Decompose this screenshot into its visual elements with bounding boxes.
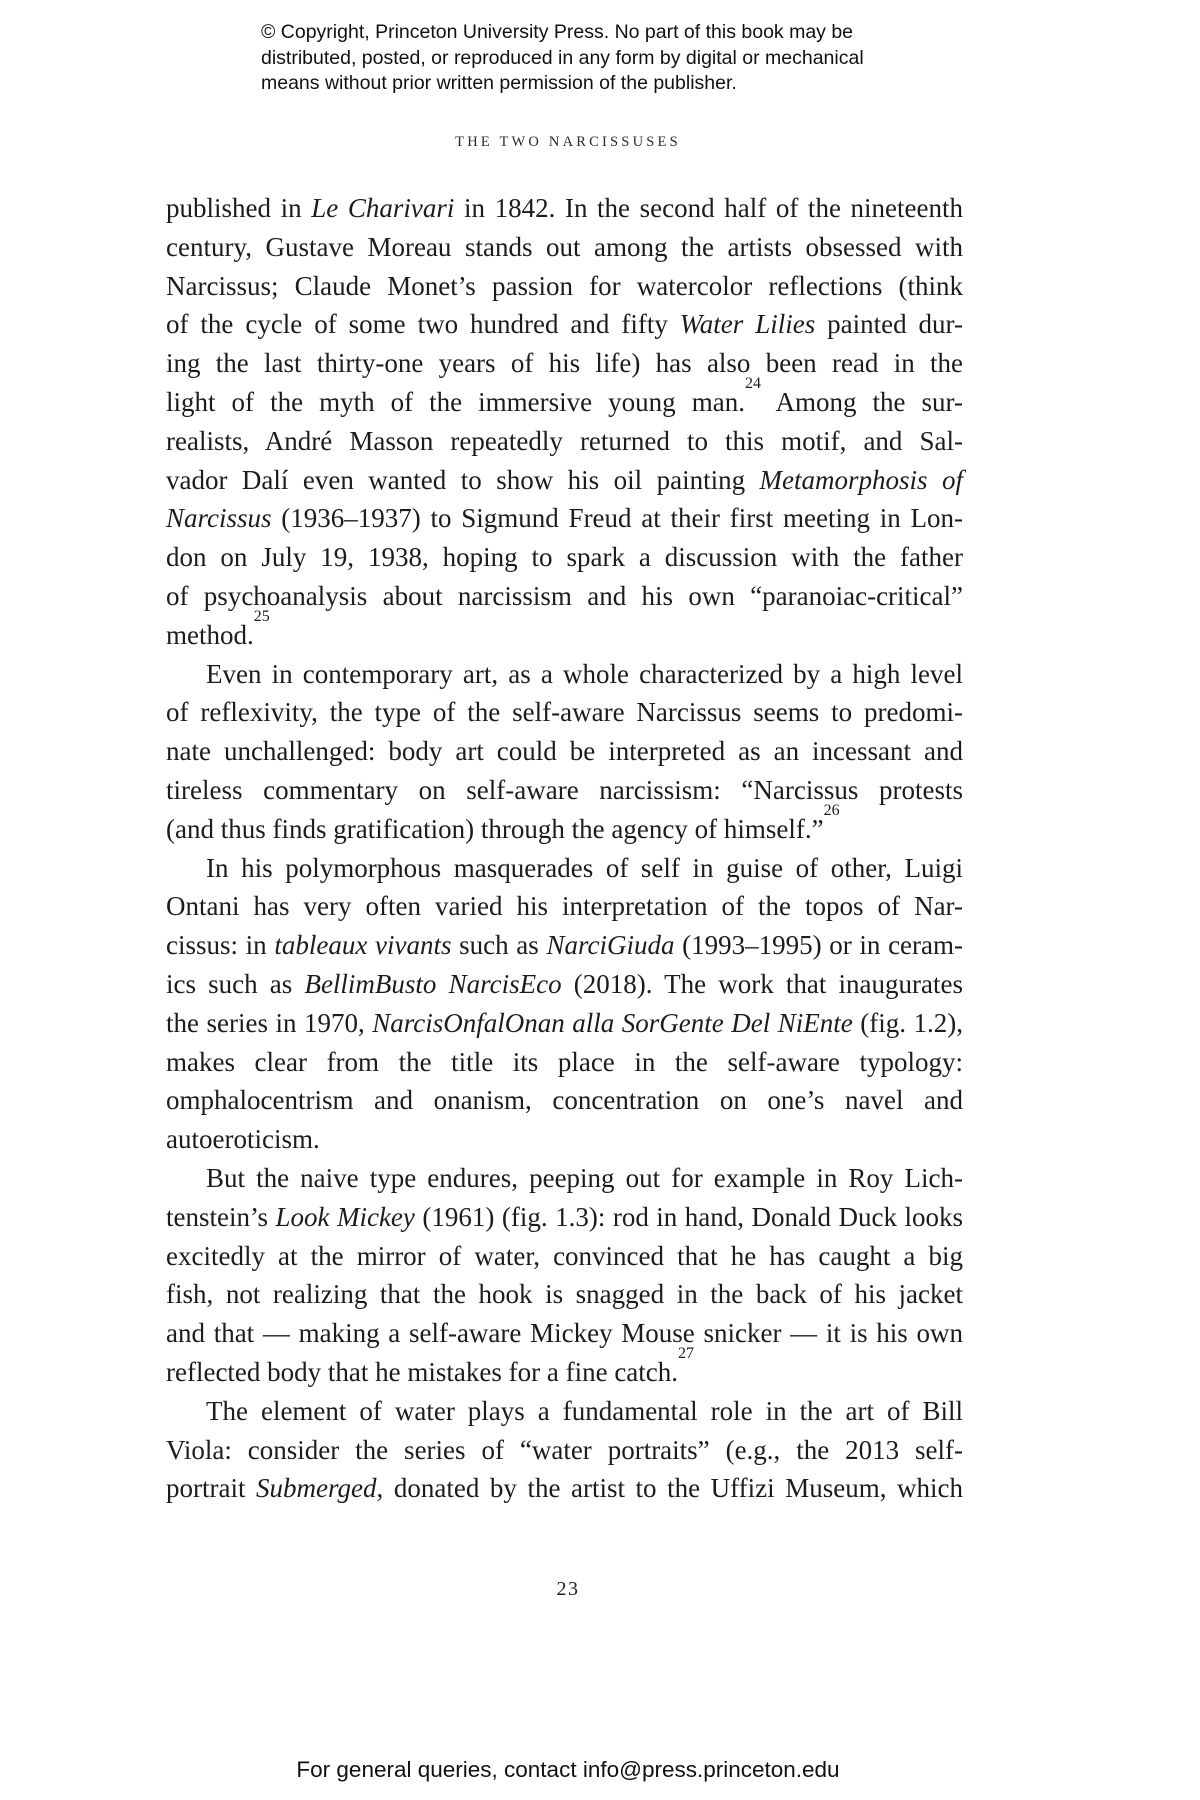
text-line bbox=[166, 1469, 963, 1508]
text-segment: (1936–1937) to Sigmund Freud at their first meeting in Lon- bbox=[271, 503, 963, 534]
italic-title: tableaux vivants bbox=[274, 930, 452, 961]
text-line bbox=[166, 305, 963, 344]
text-segment: excitedly at the mirror of water, convinced that he has caught a big bbox=[166, 1240, 963, 1271]
italic-title: Submerged bbox=[256, 1473, 377, 1504]
text-line bbox=[166, 344, 963, 383]
text-line bbox=[166, 1431, 963, 1470]
text-segment: In his polymorphous masquerades of self in guise of other, Luigi bbox=[206, 852, 963, 883]
italic-title: Le Charivari bbox=[311, 193, 455, 223]
text-segment: cissus: in bbox=[166, 930, 275, 961]
text-line bbox=[166, 965, 963, 1004]
text-segment: But the naive type endures, peeping out for example in Roy Lich- bbox=[206, 1162, 963, 1193]
italic-title: Water Lilies bbox=[679, 309, 816, 340]
text-line bbox=[166, 1120, 963, 1159]
italic-title: Look Mickey bbox=[275, 1201, 415, 1232]
page-number: 23 bbox=[556, 1578, 580, 1600]
text-segment: painted dur- bbox=[815, 309, 963, 340]
text-segment: makes clear from the title its place in the self-aware typology: bbox=[166, 1046, 963, 1077]
text-line bbox=[166, 1159, 963, 1198]
text-line bbox=[166, 1314, 963, 1353]
text-line bbox=[166, 887, 963, 926]
text-line bbox=[166, 655, 963, 694]
text-line bbox=[166, 1081, 963, 1120]
italic-title: Narcissus bbox=[166, 503, 272, 534]
text-segment: Even in contemporary art, as a whole characterized by a high level bbox=[206, 658, 963, 689]
text-segment: Narcissus; Claude Monet’s passion for watercolor reflections (think bbox=[166, 270, 963, 301]
text-segment: don on July 19, 1938, hoping to spark a discussion with the father bbox=[166, 542, 963, 573]
text-segment: fish, not realizing that the hook is snagged in the back of his jacket bbox=[166, 1279, 963, 1310]
text-segment: The element of water plays a fundamental role in the art of Bill bbox=[206, 1395, 963, 1426]
text-line bbox=[166, 771, 963, 810]
text-segment: (2018). The work that inaugurates bbox=[561, 968, 964, 999]
text-segment: published in bbox=[166, 193, 312, 223]
text-segment: of the cycle of some two hundred and fifty bbox=[166, 309, 680, 340]
text-segment: in 1842. In the second half of the nineteenth bbox=[454, 193, 963, 223]
text-line bbox=[166, 849, 963, 888]
body-text bbox=[166, 189, 963, 1508]
text-segment: (fig. 1.2), bbox=[852, 1007, 963, 1038]
text-segment: reflected body that he mistakes for a fine catch. bbox=[166, 1356, 679, 1387]
text-segment: tenstein’s bbox=[166, 1201, 276, 1232]
text-segment: Viola: consider the series of “water portraits” (e.g., the 2013 self- bbox=[166, 1434, 963, 1465]
text-line bbox=[166, 267, 963, 306]
text-segment: and that — making a self-aware Mickey Mouse snicker — it is his own bbox=[166, 1318, 963, 1349]
text-segment: century, Gustave Moreau stands out among the artists obsessed with bbox=[166, 231, 963, 262]
copyright-notice bbox=[261, 20, 981, 97]
text-line bbox=[166, 422, 963, 461]
text-segment: tireless commentary on self-aware narcissism: “Narcissus protests bbox=[166, 774, 963, 805]
footnote-reference: 24 bbox=[744, 374, 761, 392]
italic-title: Metamorphosis of bbox=[759, 464, 964, 495]
text-segment: vador Dalí even wanted to show his oil painting bbox=[166, 464, 760, 495]
text-segment: portrait bbox=[166, 1473, 257, 1504]
text-segment: the series in 1970, bbox=[166, 1007, 373, 1038]
footnote-reference: 26 bbox=[823, 801, 840, 819]
text-line bbox=[166, 499, 963, 538]
text-line bbox=[166, 926, 963, 965]
text-line bbox=[166, 577, 963, 616]
running-head: THE TWO NARCISSUSES bbox=[455, 134, 681, 150]
italic-title: NarciGiuda bbox=[546, 930, 675, 961]
italic-title: BellimBusto NarcisEco bbox=[304, 968, 562, 999]
text-segment: of psychoanalysis about narcissism and his own “paranoiac-critical” bbox=[166, 580, 963, 611]
text-segment: autoeroticism. bbox=[166, 1124, 320, 1155]
text-line bbox=[166, 538, 963, 577]
footnote-reference: 25 bbox=[253, 607, 270, 625]
text-segment: ics such as bbox=[166, 968, 305, 999]
text-segment: ing the last thirty-one years of his life) has also been read in the bbox=[166, 348, 963, 379]
text-line bbox=[166, 374, 964, 422]
text-line bbox=[166, 801, 963, 849]
text-segment: method. bbox=[166, 619, 254, 650]
text-line bbox=[166, 1237, 963, 1276]
copyright-line: © Copyright, Princeton University Press. No part of this book may be bbox=[261, 21, 854, 43]
text-line bbox=[166, 228, 963, 267]
text-segment: light of the myth of the immersive young man. bbox=[166, 386, 745, 417]
text-segment: , donated by the artist to the Uffizi Museum, which bbox=[376, 1473, 963, 1504]
text-line bbox=[166, 1198, 963, 1237]
text-line bbox=[166, 1344, 963, 1392]
text-segment: realists, André Masson repeatedly returned to this motif, and Sal- bbox=[166, 425, 963, 456]
italic-title: NarcisOnfalOnan alla SorGente Del NiEnte bbox=[372, 1007, 853, 1038]
text-line bbox=[166, 189, 963, 228]
text-line bbox=[166, 1275, 963, 1314]
text-line bbox=[166, 461, 963, 500]
text-segment: (and thus finds gratification) through the agency of himself.” bbox=[166, 813, 824, 844]
text-line bbox=[166, 693, 963, 732]
text-segment: Among the sur- bbox=[760, 386, 964, 417]
copyright-line: distributed, posted, or reproduced in any form by digital or mechanical bbox=[261, 46, 864, 69]
text-line bbox=[166, 607, 963, 655]
general-queries-footer: For general queries, contact info@press.princeton.edu bbox=[296, 1757, 840, 1782]
footnote-reference: 27 bbox=[678, 1344, 695, 1362]
text-line bbox=[166, 1004, 963, 1043]
text-segment: of reflexivity, the type of the self-aware Narcissus seems to predomi- bbox=[166, 697, 963, 728]
copyright-line: means without prior written permission of the publisher. bbox=[261, 72, 737, 94]
text-segment: such as bbox=[451, 930, 547, 961]
text-segment: (1961) (fig. 1.3): rod in hand, Donald Duck looks bbox=[414, 1201, 963, 1232]
text-line bbox=[166, 1392, 963, 1431]
text-segment: Ontani has very often varied his interpretation of the topos of Nar- bbox=[166, 891, 963, 922]
text-segment: nate unchallenged: body art could be interpreted as an incessant and bbox=[166, 736, 963, 767]
text-segment: omphalocentrism and onanism, concentration on one’s navel and bbox=[166, 1085, 963, 1116]
text-line bbox=[166, 1043, 963, 1082]
text-segment: (1993–1995) or in ceram- bbox=[674, 930, 964, 961]
text-line bbox=[166, 732, 963, 771]
